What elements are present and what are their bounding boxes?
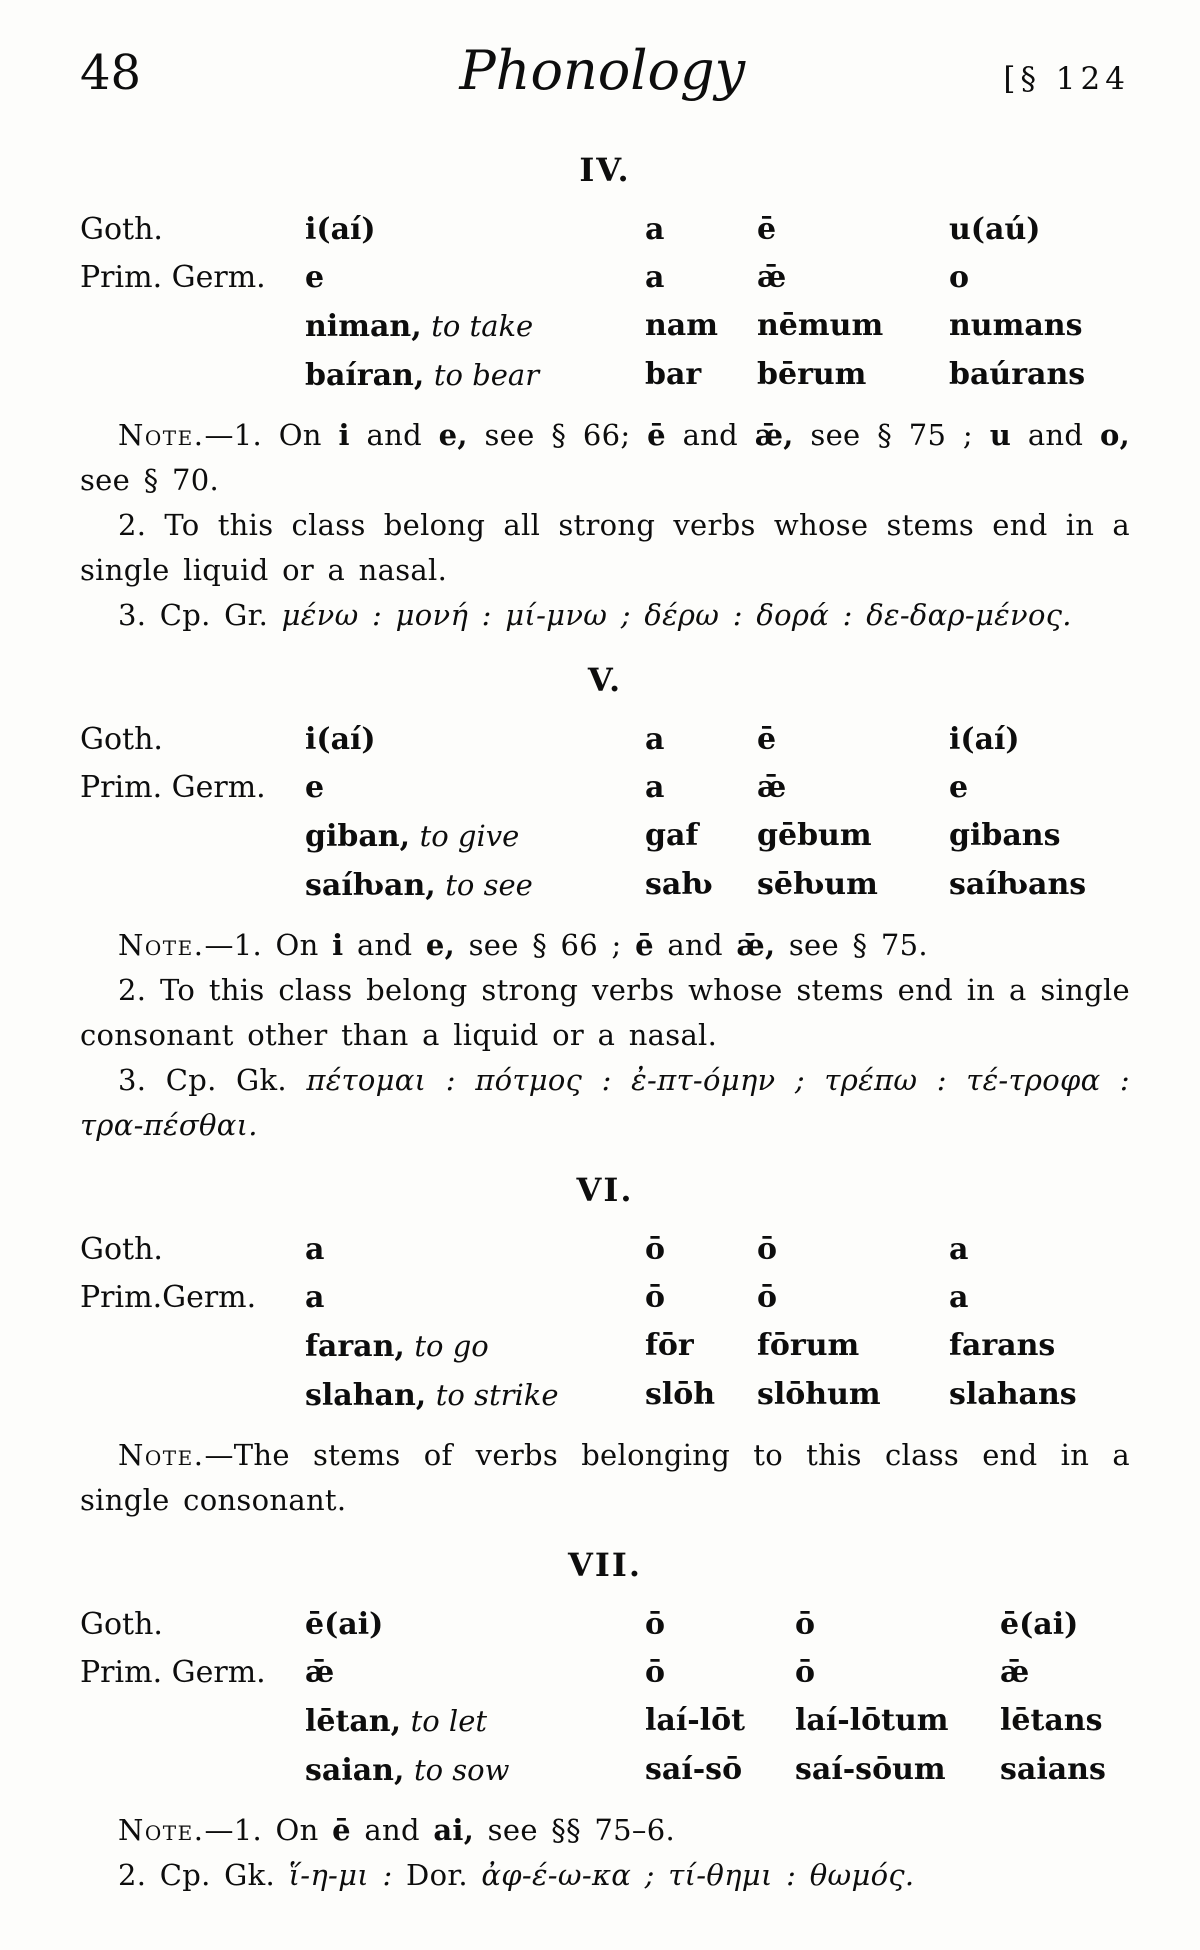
table-row xyxy=(80,1226,1130,1274)
table-row xyxy=(80,1371,1130,1420)
verb-gloss: to let xyxy=(410,1704,488,1738)
note-segment: 2. Cp. Gk. xyxy=(118,1858,289,1892)
row-label: Prim. Germ. xyxy=(80,770,266,805)
table-row xyxy=(80,812,1130,861)
row-label xyxy=(80,351,305,400)
verb-form-cell xyxy=(305,1746,645,1795)
principal-part-3: a xyxy=(949,1232,969,1267)
notes xyxy=(80,923,1130,1148)
verb-gloss: to sow xyxy=(413,1753,510,1787)
note-segment: ē xyxy=(635,928,654,962)
verb-form-cell xyxy=(305,1601,645,1649)
section-heading: VI. xyxy=(576,1171,634,1209)
note-segment: —1. On xyxy=(204,1813,333,1847)
note-paragraph xyxy=(80,968,1130,1058)
row-label: Goth. xyxy=(80,722,163,757)
principal-part-1: ō xyxy=(645,1607,666,1642)
ablaut-table xyxy=(80,206,1130,400)
note-segment: see § 75 ; xyxy=(793,418,990,452)
note-paragraph xyxy=(80,923,1130,968)
table-row xyxy=(80,1746,1130,1795)
verb-form-cell xyxy=(305,716,645,764)
row-label xyxy=(80,1746,305,1795)
ablaut-class-section xyxy=(80,150,1130,638)
principal-part-1: nam xyxy=(645,308,718,343)
note-segment: Note. xyxy=(118,418,205,452)
verb-form: faran, xyxy=(305,1329,405,1364)
principal-part-3: u(aú) xyxy=(949,212,1041,247)
verb-form: slahan, xyxy=(305,1378,427,1413)
verb-form-cell xyxy=(305,1649,645,1697)
note-segment: and xyxy=(1011,418,1100,452)
note-segment: ǣ, xyxy=(736,928,776,962)
ablaut-class-section xyxy=(80,1545,1130,1898)
notes xyxy=(80,1433,1130,1523)
note-segment: u xyxy=(989,418,1012,452)
note-segment: see § 66; xyxy=(467,418,648,452)
note-paragraph xyxy=(80,1433,1130,1523)
principal-part-2: gēbum xyxy=(757,818,872,853)
note-segment: and xyxy=(350,1813,434,1847)
table-row xyxy=(80,861,1130,910)
verb-form: e xyxy=(305,260,325,295)
verb-form: ē(ai) xyxy=(305,1607,384,1642)
note-segment: —1. On xyxy=(204,418,339,452)
note-segment: see § 75. xyxy=(775,928,928,962)
note-segment: o, xyxy=(1099,418,1130,452)
note-segment: ǣ, xyxy=(754,418,794,452)
principal-part-2: laí-lōtum xyxy=(795,1703,949,1738)
table-row xyxy=(80,1697,1130,1746)
principal-part-3: baúrans xyxy=(949,357,1086,392)
note-segment: ē xyxy=(647,418,666,452)
verb-form-cell xyxy=(305,1697,645,1746)
verb-form-cell xyxy=(305,1274,645,1322)
principal-part-2: ǣ xyxy=(757,260,787,295)
table-row xyxy=(80,716,1130,764)
ablaut-class-section xyxy=(80,1170,1130,1523)
verb-gloss: to strike xyxy=(435,1378,559,1412)
section-heading: IV. xyxy=(579,151,631,189)
verb-form-cell xyxy=(305,302,645,351)
note-segment: i xyxy=(332,928,344,962)
notes xyxy=(80,413,1130,638)
note-segment: and xyxy=(349,418,439,452)
principal-part-3: a xyxy=(949,1280,969,1315)
principal-part-2: ō xyxy=(795,1607,816,1642)
principal-part-3: o xyxy=(949,260,970,295)
principal-part-3: slahans xyxy=(949,1377,1077,1412)
note-segment: ἵ-η-μι : xyxy=(288,1858,407,1892)
note-segment: Note. xyxy=(118,1438,205,1472)
verb-form: e xyxy=(305,770,325,805)
verb-form: giban, xyxy=(305,819,411,854)
note-segment: e, xyxy=(425,928,456,962)
row-label xyxy=(80,1697,305,1746)
principal-part-1: saƕ xyxy=(645,867,713,902)
principal-part-3: lētans xyxy=(1000,1703,1103,1738)
verb-gloss: to give xyxy=(419,819,520,853)
principal-part-2: ǣ xyxy=(757,770,787,805)
principal-part-2: ō xyxy=(757,1280,778,1315)
page-title: Phonology xyxy=(459,39,746,102)
notes xyxy=(80,1808,1130,1898)
principal-part-1: a xyxy=(645,260,665,295)
note-segment: ē xyxy=(332,1813,351,1847)
row-label xyxy=(80,861,305,910)
principal-part-1: ō xyxy=(645,1232,666,1267)
note-segment: Dor. xyxy=(406,1858,482,1892)
note-segment: and xyxy=(343,928,426,962)
verb-gloss: to bear xyxy=(433,358,540,392)
table-row xyxy=(80,1322,1130,1371)
table-row xyxy=(80,764,1130,812)
verb-form: ǣ xyxy=(305,1655,335,1690)
principal-part-2: ō xyxy=(795,1655,816,1690)
table-row xyxy=(80,1274,1130,1322)
principal-part-1: saí-sō xyxy=(645,1752,743,1787)
verb-form: a xyxy=(305,1280,325,1315)
principal-part-2: sēƕum xyxy=(757,867,878,902)
verb-form: niman, xyxy=(305,309,422,344)
table-row xyxy=(80,302,1130,351)
note-segment: —1. On xyxy=(204,928,333,962)
principal-part-1: laí-lōt xyxy=(645,1703,745,1738)
principal-part-3: numans xyxy=(949,308,1083,343)
section-reference: [§ 124 xyxy=(1003,61,1130,97)
note-segment: —The stems of verbs belonging to this class end in a single consonant. xyxy=(80,1438,1130,1517)
note-segment: see § 66 ; xyxy=(455,928,636,962)
verb-form: saíƕan, xyxy=(305,868,436,903)
note-paragraph xyxy=(80,1853,1130,1898)
note-segment: and xyxy=(665,418,755,452)
principal-part-2: nēmum xyxy=(757,308,884,343)
table-row xyxy=(80,206,1130,254)
verb-form: lētan, xyxy=(305,1704,402,1739)
verb-gloss: to go xyxy=(414,1329,489,1363)
page-header xyxy=(80,39,1130,102)
principal-part-3: ē(ai) xyxy=(1000,1607,1079,1642)
note-segment: 2. To this class belong strong verbs whose stems end in a single consonant other than a liquid or a nasal. xyxy=(80,973,1130,1052)
verb-form-cell xyxy=(305,1226,645,1274)
ablaut-table xyxy=(80,716,1130,910)
page-number: 48 xyxy=(80,45,142,101)
verb-form: i(aí) xyxy=(305,212,376,247)
row-label: Goth. xyxy=(80,212,163,247)
note-segment: i xyxy=(338,418,350,452)
verb-form-cell xyxy=(305,351,645,400)
principal-part-3: saians xyxy=(1000,1752,1106,1787)
verb-gloss: to see xyxy=(445,868,533,902)
principal-part-1: a xyxy=(645,770,665,805)
principal-part-2: ē xyxy=(757,722,777,757)
table-row xyxy=(80,1649,1130,1697)
principal-part-1: ō xyxy=(645,1655,666,1690)
note-paragraph xyxy=(80,1808,1130,1853)
row-label xyxy=(80,1371,305,1420)
note-segment: 3. Cp. Gr. xyxy=(118,598,282,632)
principal-part-2: slōhum xyxy=(757,1377,881,1412)
principal-part-1: a xyxy=(645,722,665,757)
row-label: Prim. Germ. xyxy=(80,260,266,295)
principal-part-3: saíƕans xyxy=(949,867,1087,902)
principal-part-2: ō xyxy=(757,1232,778,1267)
note-paragraph xyxy=(80,413,1130,503)
principal-part-2: bērum xyxy=(757,357,867,392)
principal-part-1: a xyxy=(645,212,665,247)
verb-gloss: to take xyxy=(431,309,534,343)
principal-part-3: e xyxy=(949,770,969,805)
verb-form-cell xyxy=(305,1371,645,1420)
note-paragraph xyxy=(80,1058,1130,1148)
note-segment: ai, xyxy=(433,1813,475,1847)
verb-form-cell xyxy=(305,861,645,910)
principal-part-2: fōrum xyxy=(757,1328,860,1363)
verb-form-cell xyxy=(305,206,645,254)
note-paragraph xyxy=(80,503,1130,593)
row-label xyxy=(80,1322,305,1371)
note-segment: ἀφ-έ-ω-κα ; τί-θημι : θωμός. xyxy=(481,1858,915,1892)
row-label xyxy=(80,812,305,861)
note-segment: 2. To this class belong all strong verbs whose stems end in a single liquid or a nasal. xyxy=(80,508,1130,587)
sections xyxy=(80,150,1130,1898)
note-segment: 3. Cp. Gk. xyxy=(118,1063,307,1097)
principal-part-3: i(aí) xyxy=(949,722,1020,757)
verb-form-cell xyxy=(305,1322,645,1371)
note-segment: Note. xyxy=(118,1813,205,1847)
principal-part-3: ǣ xyxy=(1000,1655,1030,1690)
table-row xyxy=(80,351,1130,400)
table-row xyxy=(80,254,1130,302)
principal-part-1: slōh xyxy=(645,1377,716,1412)
verb-form-cell xyxy=(305,764,645,812)
principal-part-1: fōr xyxy=(645,1328,694,1363)
note-paragraph xyxy=(80,593,1130,638)
ablaut-table xyxy=(80,1226,1130,1420)
row-label: Prim. Germ. xyxy=(80,1655,266,1690)
note-segment: and xyxy=(653,928,737,962)
principal-part-3: gibans xyxy=(949,818,1061,853)
principal-part-1: gaf xyxy=(645,818,699,853)
principal-part-1: bar xyxy=(645,357,702,392)
verb-form: saian, xyxy=(305,1753,405,1788)
section-heading: V. xyxy=(587,661,623,699)
row-label xyxy=(80,302,305,351)
note-segment: μένω : μονή : μί-μνω ; δέρω : δορά : δε-δαρ-μένος. xyxy=(281,598,1072,632)
principal-part-2: ē xyxy=(757,212,777,247)
note-segment: Note. xyxy=(118,928,205,962)
verb-form-cell xyxy=(305,254,645,302)
verb-form-cell xyxy=(305,812,645,861)
row-label: Prim.Germ. xyxy=(80,1280,257,1315)
verb-form: baíran, xyxy=(305,358,425,393)
ablaut-class-section xyxy=(80,660,1130,1148)
verb-form: i(aí) xyxy=(305,722,376,757)
principal-part-2: saí-sōum xyxy=(795,1752,946,1787)
note-segment: see §§ 75–6. xyxy=(474,1813,675,1847)
row-label: Goth. xyxy=(80,1232,163,1267)
verb-form: a xyxy=(305,1232,325,1267)
note-segment: see § 70. xyxy=(80,463,219,497)
principal-part-3: farans xyxy=(949,1328,1056,1363)
row-label: Goth. xyxy=(80,1607,163,1642)
note-segment: e, xyxy=(438,418,468,452)
ablaut-table xyxy=(80,1601,1130,1795)
note-segment: πέτομαι : πότμος : ἐ-πτ-όμην ; τρέπω : τέ-τροφα : τρα-πέσθαι. xyxy=(80,1063,1130,1142)
table-row xyxy=(80,1601,1130,1649)
section-heading: VII. xyxy=(568,1546,642,1584)
principal-part-1: ō xyxy=(645,1280,666,1315)
